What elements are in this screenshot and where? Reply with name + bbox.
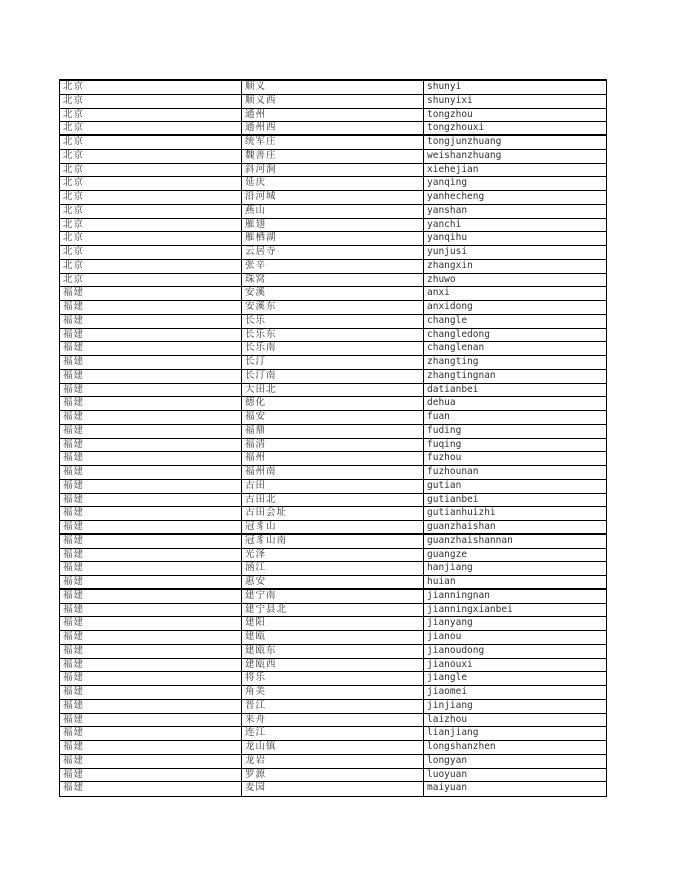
table-row	[59, 535, 607, 549]
pinyin-cell[interactable]: jianoudong	[427, 644, 485, 656]
table-row	[59, 164, 607, 178]
station-cell[interactable]: 冠豸山	[242, 521, 424, 533]
table-row	[59, 604, 607, 618]
province-cell[interactable]: 福建	[60, 714, 242, 727]
province-cell[interactable]: 福建	[60, 329, 242, 342]
pinyin-cell[interactable]: longyan	[427, 754, 468, 766]
pinyin-cell[interactable]: zhuwo	[427, 273, 456, 285]
table-row	[59, 315, 607, 329]
province-cell[interactable]: 福建	[60, 782, 242, 796]
table-row	[59, 411, 607, 425]
table-row	[59, 260, 607, 274]
pinyin-cell[interactable]: zhangting	[427, 356, 479, 367]
province-cell[interactable]: 福建	[60, 604, 242, 617]
table-row	[59, 452, 607, 466]
province-cell[interactable]: 福建	[60, 741, 242, 754]
table-row	[59, 466, 607, 480]
pinyin-cell[interactable]: yanshan	[427, 204, 468, 216]
table-row	[59, 631, 607, 645]
province-cell[interactable]: 福建	[60, 287, 242, 300]
pinyin-cell[interactable]: luoyuan	[427, 768, 468, 780]
table-row	[59, 109, 607, 123]
province-cell[interactable]: 北京	[60, 191, 242, 204]
pinyin-cell[interactable]: zhangxin	[427, 259, 473, 271]
table-row	[59, 397, 607, 411]
province-cell[interactable]: 福建	[60, 686, 242, 699]
table-row	[59, 246, 607, 260]
pinyin-cell[interactable]: changlenan	[427, 342, 485, 354]
province-cell[interactable]: 福建	[60, 769, 242, 782]
table-row	[59, 659, 607, 673]
station-cell[interactable]: 建瓯	[242, 631, 424, 644]
pinyin-cell[interactable]: changledong	[427, 328, 490, 340]
table-row	[59, 95, 607, 109]
pinyin-cell[interactable]: huian	[427, 576, 456, 587]
pinyin-cell[interactable]: gutian	[427, 479, 462, 491]
pinyin-cell[interactable]: maiyuan	[427, 782, 468, 794]
table-row	[59, 576, 607, 590]
province-cell[interactable]: 福建	[60, 397, 242, 410]
pinyin-cell[interactable]: fuzhou	[427, 452, 462, 464]
station-cell[interactable]: 顺义	[242, 81, 424, 94]
table-row	[59, 727, 607, 741]
station-cell[interactable]: 建宁县北	[242, 604, 424, 617]
province-cell[interactable]: 北京	[60, 81, 242, 94]
table-row	[59, 700, 607, 714]
pinyin-cell[interactable]: jianyang	[427, 617, 473, 629]
table-row	[59, 136, 607, 150]
pinyin-cell[interactable]: yanqihu	[427, 232, 468, 244]
station-cell[interactable]: 福州	[242, 452, 424, 465]
station-cell[interactable]: 光泽	[242, 549, 424, 562]
pinyin-cell[interactable]: jianningnan	[427, 589, 490, 601]
station-cell[interactable]: 罗源	[242, 769, 424, 782]
province-cell[interactable]: 福建	[60, 411, 242, 424]
table-row	[59, 191, 607, 205]
station-cell[interactable]: 通州西	[242, 122, 424, 134]
province-cell[interactable]: 福建	[60, 521, 242, 533]
pinyin-cell[interactable]: fuding	[427, 424, 462, 436]
pinyin-cell[interactable]: gutianhuizhi	[427, 507, 496, 519]
pinyin-cell[interactable]: guanzhaishannan	[427, 534, 513, 546]
province-cell[interactable]: 福建	[60, 562, 242, 575]
province-cell[interactable]: 福建	[60, 755, 242, 768]
pinyin-cell[interactable]: jinjiang	[427, 699, 473, 711]
pinyin-cell[interactable]: jiaomei	[427, 686, 468, 697]
station-cell[interactable]: 长汀	[242, 356, 424, 369]
pinyin-cell[interactable]: guangze	[427, 548, 468, 560]
table-row	[59, 507, 607, 521]
station-cell[interactable]: 福清	[242, 439, 424, 452]
pinyin-cell[interactable]: anxidong	[427, 301, 473, 312]
table-row	[59, 122, 607, 136]
province-cell[interactable]: 北京	[60, 246, 242, 259]
table-row	[59, 769, 607, 783]
table-row	[59, 617, 607, 631]
table-row	[59, 549, 607, 563]
province-cell[interactable]: 福建	[60, 301, 242, 314]
station-cell[interactable]: 福安	[242, 411, 424, 424]
province-cell[interactable]: 北京	[60, 274, 242, 287]
table-row	[59, 81, 607, 95]
province-cell[interactable]: 福建	[60, 672, 242, 685]
station-cell[interactable]: 古田会址	[242, 507, 424, 520]
pinyin-cell[interactable]: jiangle	[427, 672, 468, 684]
station-cell[interactable]: 建瓯西	[242, 659, 424, 672]
pinyin-cell[interactable]: tongjunzhuang	[427, 136, 502, 147]
table-row	[59, 356, 607, 370]
province-cell[interactable]: 福建	[60, 507, 242, 520]
province-cell[interactable]: 福建	[60, 727, 242, 740]
province-cell[interactable]: 福建	[60, 425, 242, 438]
pinyin-cell[interactable]: jianouxi	[427, 658, 473, 670]
spreadsheet-table	[59, 79, 607, 797]
station-cell[interactable]: 冠豸山南	[242, 535, 424, 548]
station-cell[interactable]: 福鼎	[242, 425, 424, 438]
station-cell[interactable]: 珠窝	[242, 274, 424, 287]
pinyin-cell[interactable]: yanhecheng	[427, 191, 485, 202]
pinyin-cell[interactable]: fuzhounan	[427, 466, 479, 477]
station-cell[interactable]: 角美	[242, 686, 424, 699]
station-cell[interactable]: 雁翅	[242, 219, 424, 232]
province-cell[interactable]: 福建	[60, 645, 242, 658]
station-cell[interactable]: 长汀南	[242, 370, 424, 383]
province-cell[interactable]: 北京	[60, 164, 242, 177]
province-cell[interactable]: 福建	[60, 466, 242, 479]
pinyin-cell[interactable]: lianjiang	[427, 727, 479, 739]
pinyin-cell[interactable]: jianou	[427, 631, 462, 642]
station-cell[interactable]: 晋江	[242, 700, 424, 713]
province-cell[interactable]: 北京	[60, 205, 242, 218]
table-row	[59, 782, 607, 796]
station-cell[interactable]: 福州南	[242, 466, 424, 479]
table-row	[59, 590, 607, 604]
station-cell[interactable]: 张辛	[242, 260, 424, 273]
province-cell[interactable]: 北京	[60, 219, 242, 232]
province-cell[interactable]: 福建	[60, 384, 242, 397]
table-row	[59, 439, 607, 453]
province-cell[interactable]: 福建	[60, 315, 242, 328]
table-row	[59, 755, 607, 769]
pinyin-cell[interactable]: fuan	[427, 411, 450, 422]
station-cell[interactable]: 统军庄	[242, 136, 424, 149]
station-cell[interactable]: 延庆	[242, 177, 424, 190]
station-cell[interactable]: 将乐	[242, 672, 424, 685]
province-cell[interactable]: 福建	[60, 576, 242, 588]
pinyin-cell[interactable]: hanjiang	[427, 562, 473, 574]
province-cell[interactable]: 福建	[60, 439, 242, 452]
station-cell[interactable]: 古田	[242, 480, 424, 493]
province-cell[interactable]: 福建	[60, 700, 242, 713]
table-row	[59, 342, 607, 356]
station-cell[interactable]: 连江	[242, 727, 424, 740]
pinyin-cell[interactable]: datianbei	[427, 383, 479, 395]
province-cell[interactable]: 北京	[60, 232, 242, 245]
province-cell[interactable]: 北京	[60, 95, 242, 108]
province-cell[interactable]: 福建	[60, 452, 242, 465]
province-cell[interactable]: 福建	[60, 356, 242, 369]
pinyin-cell[interactable]: longshanzhen	[427, 741, 496, 752]
province-cell[interactable]: 北京	[60, 122, 242, 134]
pinyin-cell[interactable]: guanzhaishan	[427, 521, 496, 532]
station-cell[interactable]: 长乐东	[242, 329, 424, 342]
pinyin-cell[interactable]: shunyixi	[427, 94, 473, 106]
table-row	[59, 274, 607, 288]
province-cell[interactable]: 福建	[60, 494, 242, 507]
table-row	[59, 480, 607, 494]
station-cell[interactable]: 涵江	[242, 562, 424, 575]
pinyin-cell[interactable]: laizhou	[427, 713, 468, 725]
province-cell[interactable]: 福建	[60, 617, 242, 630]
table-row	[59, 686, 607, 700]
table-row	[59, 562, 607, 576]
table-row	[59, 494, 607, 508]
station-cell[interactable]: 德化	[242, 397, 424, 410]
province-cell[interactable]: 福建	[60, 342, 242, 355]
station-cell[interactable]: 龙岩	[242, 755, 424, 768]
table-row	[59, 384, 607, 398]
table-row	[59, 205, 607, 219]
station-cell[interactable]: 斜河涧	[242, 164, 424, 177]
station-cell[interactable]: 沿河城	[242, 191, 424, 204]
pinyin-cell[interactable]: gutianbei	[427, 493, 479, 505]
table-row	[59, 219, 607, 233]
table-row	[59, 232, 607, 246]
province-cell[interactable]: 北京	[60, 150, 242, 163]
province-cell[interactable]: 福建	[60, 535, 242, 548]
station-cell[interactable]: 建瓯东	[242, 645, 424, 658]
station-cell[interactable]: 魏善庄	[242, 150, 424, 163]
pinyin-cell[interactable]: yanchi	[427, 218, 462, 230]
station-cell[interactable]: 建宁南	[242, 590, 424, 603]
table-row	[59, 329, 607, 343]
pinyin-cell[interactable]: changle	[427, 314, 468, 326]
station-cell[interactable]: 安溪	[242, 287, 424, 300]
pinyin-cell[interactable]: tongzhou	[427, 108, 473, 120]
pinyin-cell[interactable]: yunjusi	[427, 246, 468, 257]
table-row	[59, 177, 607, 191]
pinyin-cell[interactable]: jianningxianbei	[427, 603, 513, 615]
province-cell[interactable]: 福建	[60, 549, 242, 562]
station-cell[interactable]: 麦园	[242, 782, 424, 796]
station-cell[interactable]: 惠安	[242, 576, 424, 588]
station-cell[interactable]: 燕山	[242, 205, 424, 218]
station-cell[interactable]: 来舟	[242, 714, 424, 727]
pinyin-cell[interactable]: tongzhouxi	[427, 122, 485, 134]
table-row	[59, 741, 607, 755]
station-cell[interactable]: 通州	[242, 109, 424, 122]
pinyin-cell[interactable]: yanqing	[427, 177, 468, 189]
station-cell[interactable]: 建阳	[242, 617, 424, 630]
station-cell[interactable]: 古田北	[242, 494, 424, 507]
station-cell[interactable]: 云居寺	[242, 246, 424, 259]
pinyin-cell[interactable]: fuqing	[427, 438, 462, 450]
table-row	[59, 425, 607, 439]
table-row	[59, 672, 607, 686]
table-row	[59, 714, 607, 728]
pinyin-cell[interactable]: weishanzhuang	[427, 149, 502, 161]
station-cell[interactable]: 顺义西	[242, 95, 424, 108]
station-cell[interactable]: 长乐南	[242, 342, 424, 355]
province-cell[interactable]: 福建	[60, 480, 242, 493]
station-cell[interactable]: 安溪东	[242, 301, 424, 314]
province-cell[interactable]: 福建	[60, 659, 242, 672]
pinyin-cell[interactable]: zhangtingnan	[427, 369, 496, 381]
province-cell[interactable]: 福建	[60, 590, 242, 603]
table-row	[59, 521, 607, 535]
province-cell[interactable]: 北京	[60, 136, 242, 149]
table-row	[59, 370, 607, 384]
station-cell[interactable]: 雁栖湖	[242, 232, 424, 245]
pinyin-cell[interactable]: shunyi	[427, 81, 462, 92]
province-cell[interactable]: 福建	[60, 631, 242, 644]
province-cell[interactable]: 北京	[60, 177, 242, 190]
province-cell[interactable]: 北京	[60, 109, 242, 122]
pinyin-cell[interactable]: anxi	[427, 287, 450, 299]
table-row	[59, 150, 607, 164]
station-cell[interactable]: 龙山镇	[242, 741, 424, 754]
pinyin-cell[interactable]: xiehejian	[427, 163, 479, 175]
station-cell[interactable]: 大田北	[242, 384, 424, 397]
pinyin-cell[interactable]: dehua	[427, 397, 456, 409]
table-row	[59, 301, 607, 315]
province-cell[interactable]: 北京	[60, 260, 242, 273]
province-cell[interactable]: 福建	[60, 370, 242, 383]
table-row	[59, 287, 607, 301]
station-cell[interactable]: 长乐	[242, 315, 424, 328]
table-row	[59, 645, 607, 659]
